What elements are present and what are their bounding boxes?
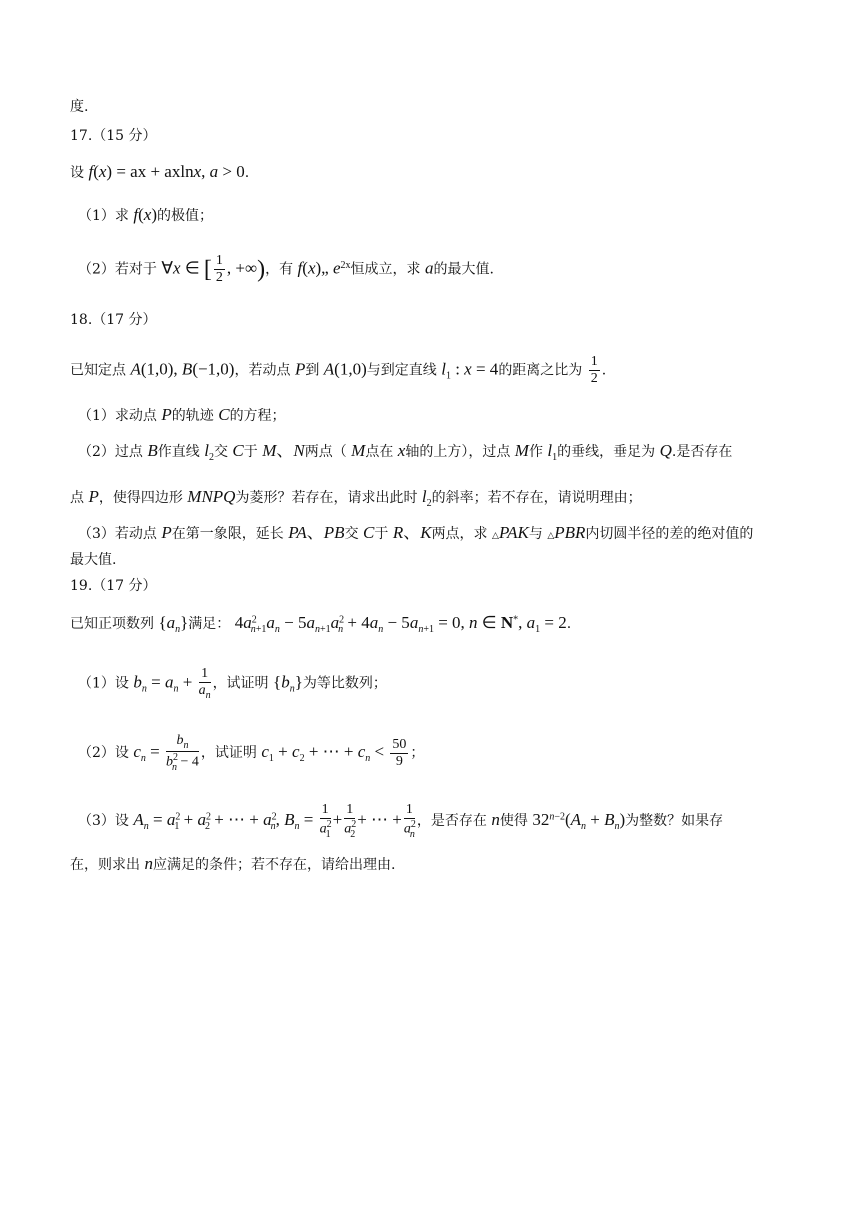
continuation-text: 度. (70, 99, 89, 115)
q17-header: 17.（15 分） (70, 128, 157, 144)
q18-part1: （1）求动点 P的轨迹 C的方程； (78, 405, 286, 424)
q19-part1: （1）设 $b_n = a_n$ + $\frac{1}{a_n}$ ，试证明 $\{b_n\}$为等比数列； (78, 666, 387, 701)
q17-part1: （1）求 f(x)的极值； (78, 205, 213, 224)
q18-part2: （2）过点 B作直线 $l_2$交 C于 M、N两点（ M点在 x轴的上方），过点 M作 $l_1$的垂线，垂足为 Q.是否存在 (78, 441, 733, 463)
q19-header: 19.（17 分） (70, 578, 157, 594)
q18-part3-cont: 最大值. (70, 552, 117, 568)
q18-header: 18.（17 分） (70, 312, 157, 328)
q18-intro: 已知定点 A(1,0), B(−1,0)，若动点 P到 A(1,0)与到定直线 $l_1$ : x = 4的距离之比为 $\frac{1}{2}$ . (70, 354, 607, 387)
q18-part2-cont: 点 P，使得四边形 MNPQ为菱形？若存在，请求出此时 $l_2$的斜率；若不存在，请说明理由； (70, 487, 642, 509)
q18-part3: （3）若动点 P在第一象限，延长 PA、PB交 C于 R、K两点，求 △PAK与 △PBR内切圆半径的差的绝对值的 (78, 523, 754, 542)
q17-intro: 设 f(x) = ax + axlnx, a > 0. (70, 162, 250, 181)
q19-intro: 已知正项数列 $\{a_n\}$满足： $4a^2_{n+1}a_n - 5a_{n+1}a^2_n + 4a_n - 5a_{n+1} = 0$, n ∈ N*, $a_1 = 2$. (70, 613, 572, 635)
q19-part2: （2）设 $c_n$ = $\frac{b_n}{b^2_n - 4}$ ，试证明 $c_1 + c_2$ + ⋯ + $c_n$ < $\frac{50}{9}$ ； (78, 733, 425, 773)
q19-part3-cont: 在，则求出 n应满足的条件；若不存在，请给出理由. (70, 854, 396, 873)
q17-part2: （2）若对于 ∀x ∈ [ $\frac{1}{2}$ , +∞)，有 f(x)„ $e^{2x}$恒成立，求 a的最大值. (78, 253, 494, 286)
q19-part3: （3）设 $A_n = a^2_1 + a^2_2$ + ⋯ + $a^2_n$, $B_n$ = $\frac{1}{a^2_1}$ + $\frac{1}{a^2_2}$ + ⋯ + $\frac{1}{a^2_n}$ ，是否存在 n使得 $32^{n-2}(A_n + B_n)$为整数？如果存 (78, 802, 724, 840)
